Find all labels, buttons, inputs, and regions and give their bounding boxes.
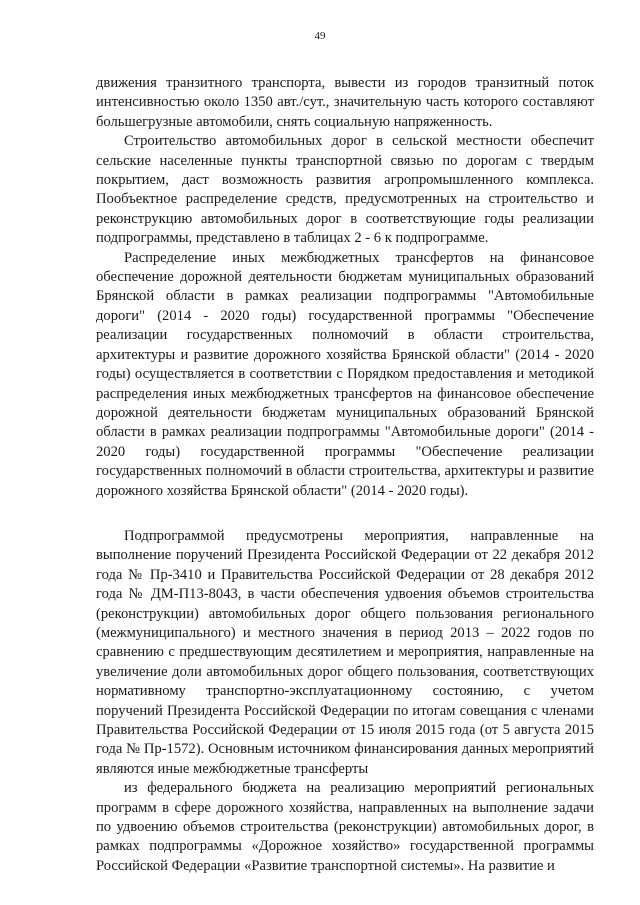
paragraph-5: из федерального бюджета на реализацию мероприятий региональных программ в сфере дорожного хозяйства, направленных на выполнение задачи по удвоению объемов строительства (реконструкции) автомобильных дорог, в рамках подпрограммы «Дорожное хозяйство» государственной программы Российской Федерации «Развитие транспортной системы». На развитие и <box>96 780 594 874</box>
page-number: 49 <box>314 30 326 42</box>
paragraph-3: Распределение иных межбюджетных трансфертов на финансовое обеспечение дорожной деятельности бюджетам муниципальных образований Брянской области в рамках реализации подпрограммы "Автомобильные дороги" (2014 - 2020 годы) государственной программы "Обеспечение реализации государственных полномочий в области строительства, архитектуры и развитие дорожного хозяйства Брянской области" (2014 - 2020 годы) осуществляется в соответствии с Порядком предоставления и методикой распределения иных межбюджетных трансфертов на финансовое обеспечение дорожной деятельности бюджетам муниципальных образований Брянской области в рамках реализации подпрограммы "Автомобильные дороги" (2014 - 2020 годы) государственной программы "Обеспечение реализации государственных полномочий в области строительства, архитектуры и развитие дорожного хозяйства Брянской области" (2014 - 2020 годы). <box>96 249 594 499</box>
paragraph-2: Строительство автомобильных дорог в сельской местности обеспечит сельские населенные пункты транспортной связью по дорогам с твердым покрытием, даст возможность развития агропромышленного комплекса. Пообъектное распределение средств, предусмотренных на строительство и реконструкцию автомобильных дорог в соответствующие годы реализации подпрограммы, представлено в таблицах 2 - 6 к подпрограмме. <box>96 133 594 247</box>
paragraph-1: движения транзитного транспорта, вывести из городов транзитный поток интенсивностью около 1350 авт./сут., значительную часть которого составляют большегрузные автомобили, снять социальную напряженность. <box>96 75 594 130</box>
document-body <box>96 74 594 876</box>
paragraph-4: Подпрограммой предусмотрены мероприятия, направленные на выполнение поручений Президента Российской Федерации от 22 декабря 2012 года № Пр-3410 и Правительства Российской Федерации от 28 декабря 2012 года № ДМ-П13-8043, в части обеспечения удвоения объемов строительства (реконструкции) автомобильных дорог общего пользования регионального (межмуниципального) и местного значения в период 2013 – 2022 годов по сравнению с предшествующим десятилетием и мероприятия, направленные на увеличение доли автомобильных дорог общего пользования, соответствующих нормативному транспортно-эксплуатационному состоянию, с учетом поручений Президента Российской Федерации по итогам совещания с членами Правительства Российской Федерации от 15 июля 2015 года (от 5 августа 2015 года № Пр-1572). Основным источником финансирования данных мероприятий являются иные межбюджетные трансферты <box>96 527 594 777</box>
